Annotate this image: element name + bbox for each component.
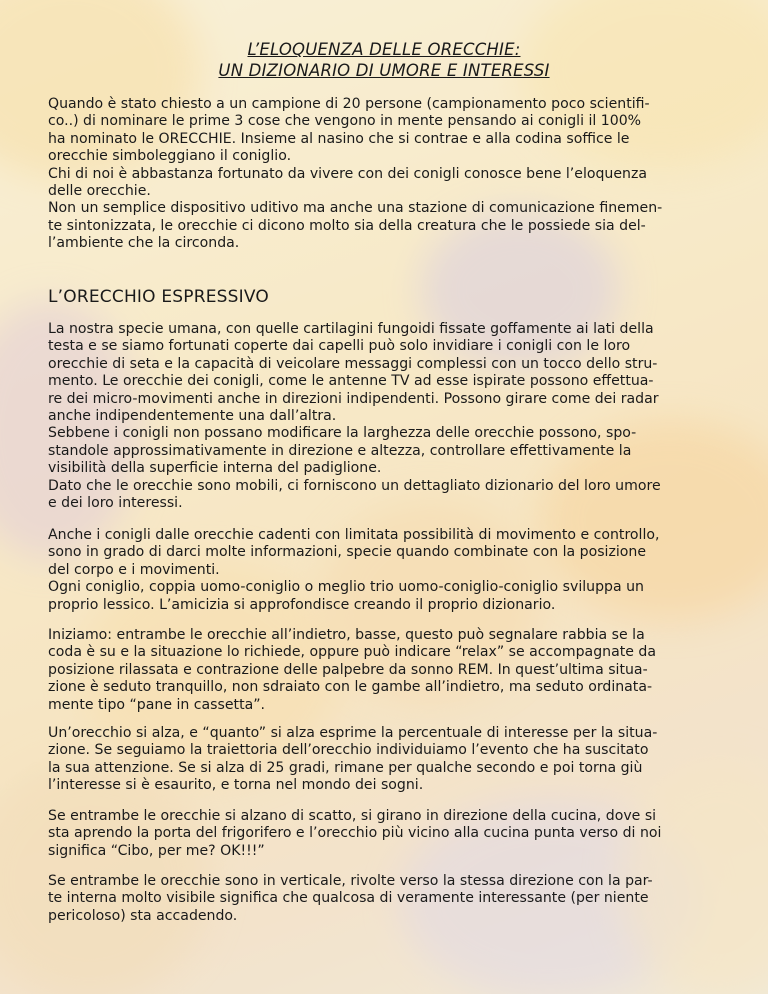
paragraph-1: La nostra specie umana, con quelle cartilagini fungoidi fissate goffamente ai lati della testa e se siamo fortunati coperte dai capelli può solo invidiare i conigli con le loro orecchie di seta e la capacità di veicolare messaggi complessi con un tocco dello stru- mento. Le orecchie dei conigli, come le antenne TV ad esse ispirate possono effettua- re dei micro-movimenti anche in direzioni indipendenti. Possono girare come dei radar anche indipendentemente una dall’altra. Sebbene i conigli non possano modificare la larghezza delle orecchie possono, spo- standole approssimativamente in direzione e altezza, controllare effettivamente la visibilità della superficie interna del padiglione. Dato che le orecchie sono mobili, ci forniscono un dettagliato dizionario del loro umore e dei loro interessi. — [48, 321, 661, 512]
paragraph-4: Un’orecchio si alza, e “quanto” si alza esprime la percentuale di interesse per la situa- zione. Se seguiamo la traiettoria dell’orecchio individuiamo l’evento che ha suscitato la sua attenzione. Se si alza di 25 gradi, rimane per qualche secondo e poi torna giù l’interesse si è esaurito, e torna nel mondo dei sogni. — [48, 725, 658, 794]
intro-paragraph: Quando è stato chiesto a un campione di 20 persone (campionamento poco scientifi- co..) di nominare le prime 3 cose che vengono in mente pensando ai conigli il 100% ha nominato le ORECCHIE. Insieme al nasino che si contrae e alla codina soffice le orecchie simboleggiano il coniglio. Chi di noi è abbastanza fortunato da vivere con dei conigli conosce bene l’eloquenza delle orecchie. Non un semplice dispositivo uditivo ma anche una stazione di comunicazione finemen- te sintonizzata, le orecchie ci dicono molto sia della creatura che le possiede sia del- l’ambiente che la circonda. — [48, 96, 663, 252]
paragraph-3: Iniziamo: entrambe le orecchie all’indietro, basse, questo può segnalare rabbia se la coda è su e la situazione lo richiede, oppure può indicare “relax” se accompagnate da posizione rilassata e contrazione delle palpebre da sonno REM. In quest’ultima situa- zione è seduto tranquillo, non sdraiato con le gambe all’indietro, ma seduto ordinata- mente tipo “pane in cassetta”. — [48, 627, 656, 713]
title-line-1: L’ELOQUENZA DELLE ORECCHIE: — [247, 40, 521, 59]
title-line-2: UN DIZIONARIO DI UMORE E INTERESSI — [218, 61, 550, 80]
paragraph-6: Se entrambe le orecchie sono in verticale, rivolte verso la stessa direzione con la par- te interna molto visibile significa che qualcosa di veramente interessante (per niente pericoloso) sta accadendo. — [48, 873, 653, 924]
section-heading: L’ORECCHIO ESPRESSIVO — [48, 287, 269, 307]
paragraph-5: Se entrambe le orecchie si alzano di scatto, si girano in direzione della cucina, dove si sta aprendo la porta del frigorifero e l’orecchio più vicino alla cucina punta verso di noi significa “Cibo, per me? OK!!!” — [48, 808, 662, 859]
paragraph-2: Anche i conigli dalle orecchie cadenti con limitata possibilità di movimento e controllo, sono in grado di darci molte informazioni, specie quando combinate con la posizione del corpo e i movimenti. Ogni coniglio, coppia uomo-coniglio o meglio trio uomo-coniglio-coniglio sviluppa un proprio lessico. L’amicizia si approfondisce creando il proprio dizionario. — [48, 527, 660, 613]
